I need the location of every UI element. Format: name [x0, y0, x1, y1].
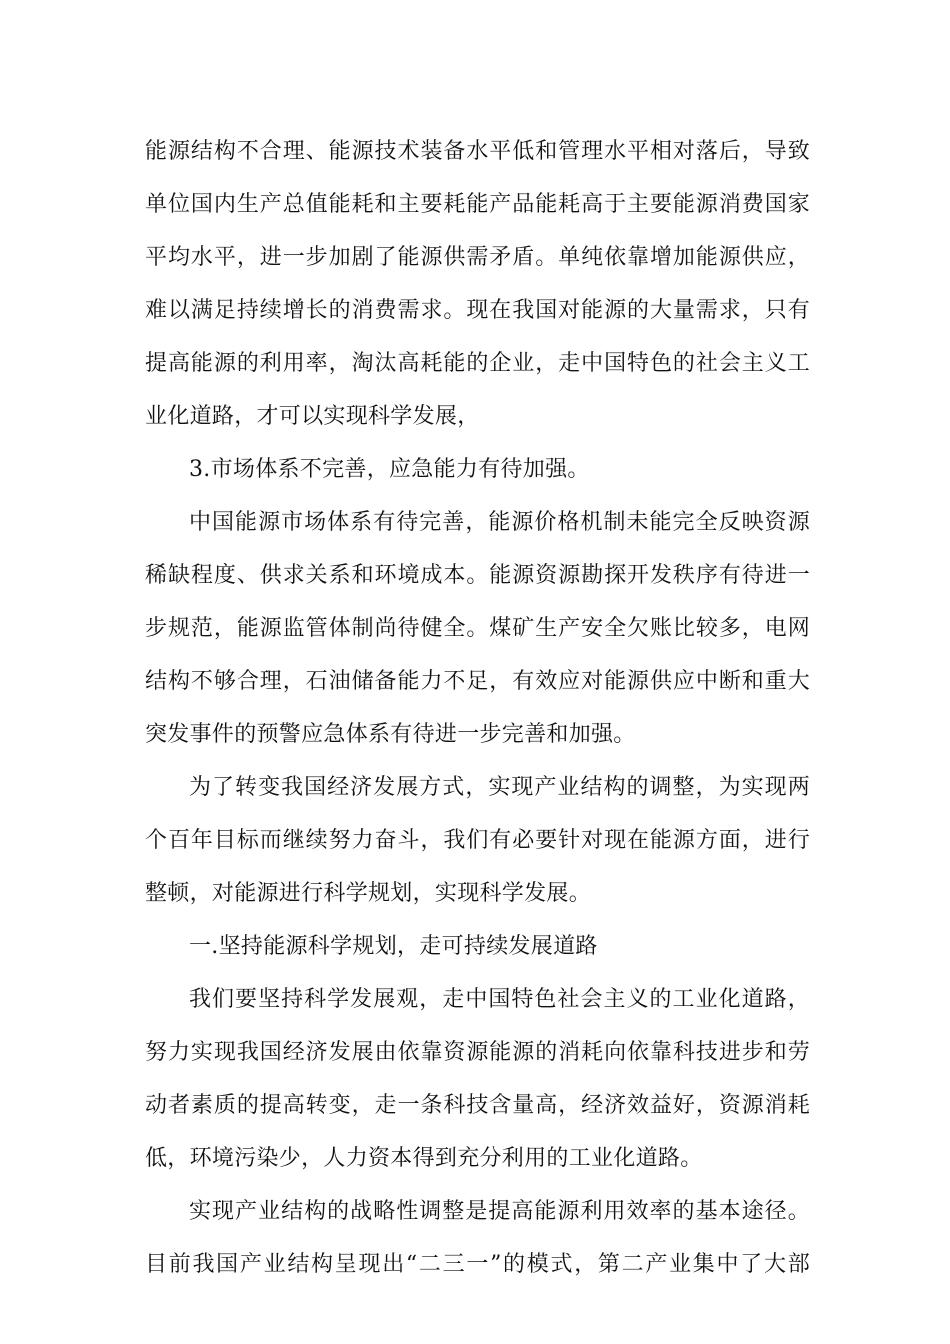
section-heading: 3.市场体系不完善，应急能力有待加强。	[189, 457, 590, 482]
text-line: 结构不够合理，石油储备能力不足，有效应对能源供应中断和重大	[145, 669, 810, 694]
text-line: 我们要坚持科学发展观，走中国特色社会主义的工业化道路，	[189, 987, 810, 1012]
body-text	[145, 125, 810, 1291]
text-line: 提高能源的利用率，淘汰高耗能的企业，走中国特色的社会主义工	[145, 351, 810, 376]
text-line: 努力实现我国经济发展由依靠资源能源的消耗向依靠科技进步和劳	[145, 1040, 810, 1065]
text-line: 单位国内生产总值能耗和主要耗能产品能耗高于主要能源消费国家	[145, 192, 810, 217]
text-line: 突发事件的预警应急体系有待进一步完善和加强。	[145, 722, 636, 747]
text-line: 平均水平，进一步加剧了能源供需矛盾。单纯依靠增加能源供应，	[145, 245, 810, 270]
text-line: 整顿，对能源进行科学规划，实现科学发展。	[145, 881, 592, 906]
text-line: 动者素质的提高转变，走一条科技含量高，经济效益好，资源消耗	[145, 1093, 810, 1118]
text-line: 步规范，能源监管体制尚待健全。煤矿生产安全欠账比较多，电网	[145, 616, 810, 641]
text-line: 业化道路，才可以实现科学发展，	[145, 404, 480, 429]
text-line: 稀缺程度、供求关系和环境成本。能源资源勘探开发秩序有待进一	[145, 563, 810, 588]
text-line: 能源结构不合理、能源技术装备水平低和管理水平相对落后，导致	[145, 139, 810, 164]
text-line: 实现产业结构的战略性调整是提高能源利用效率的基本途径。	[189, 1199, 810, 1224]
text-line: 难以满足持续增长的消费需求。现在我国对能源的大量需求，只有	[145, 298, 810, 323]
text-line: 低，环境污染少，人力资本得到充分利用的工业化道路。	[145, 1146, 703, 1171]
text-line: 目前我国产业结构呈现出“二三一”的模式，第二产业集中了大部	[145, 1252, 810, 1277]
text-line: 为了转变我国经济发展方式，实现产业结构的调整，为实现两	[189, 775, 810, 800]
section-heading: 一.坚持能源科学规划，走可持续发展道路	[189, 934, 598, 959]
text-line: 个百年目标而继续努力奋斗，我们有必要针对现在能源方面，进行	[145, 828, 810, 853]
text-line: 中国能源市场体系有待完善，能源价格机制未能完全反映资源	[189, 510, 810, 535]
